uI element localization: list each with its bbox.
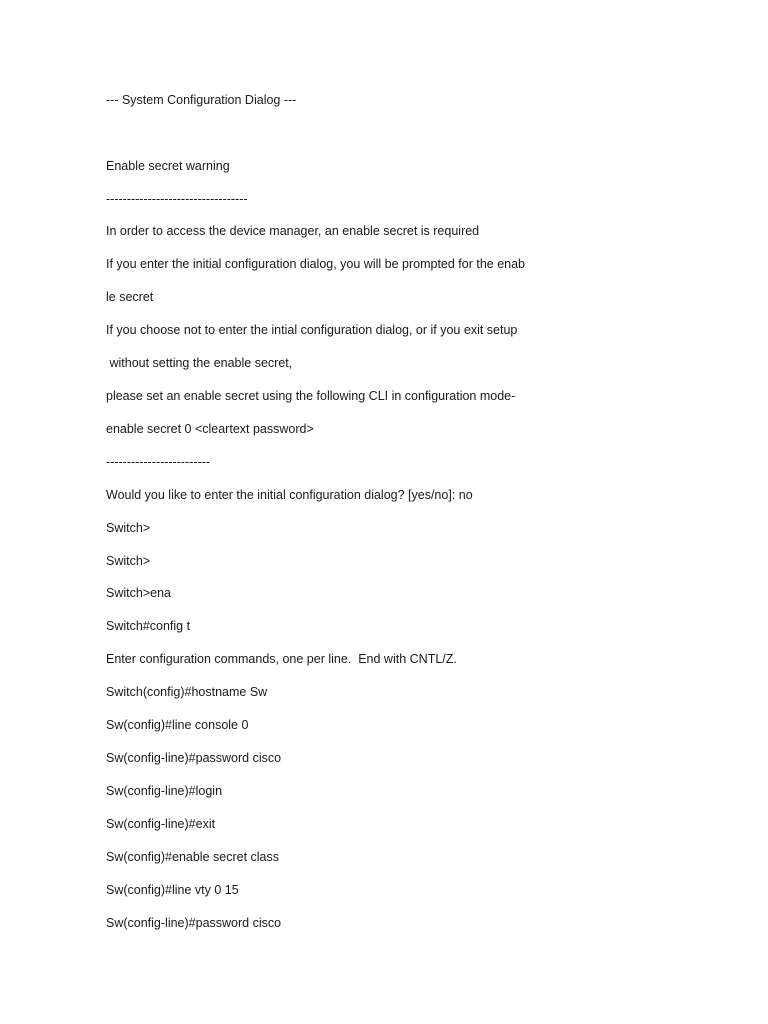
cli-line: Sw(config-line)#exit — [106, 817, 216, 831]
cli-line: Switch#config t — [106, 619, 191, 633]
cli-line: Sw(config)#line vty 0 15 — [106, 883, 239, 897]
cli-line: Sw(config)#line console 0 — [106, 718, 249, 732]
separator-line: ------------------------- — [106, 455, 211, 469]
text-line: Would you like to enter the initial configuration dialog? [yes/no]: no — [106, 488, 473, 502]
text-line: please set an enable secret using the following CLI in configuration mode- — [106, 389, 516, 403]
text-line: enable secret 0 <cleartext password> — [106, 422, 314, 436]
separator-line: ---------------------------------- — [106, 192, 248, 206]
cli-line: Sw(config-line)#login — [106, 784, 223, 798]
text-line: Enter configuration commands, one per line. End with CNTL/Z. — [106, 652, 457, 666]
text-line: le secret — [106, 290, 154, 304]
cli-line: Sw(config-line)#password cisco — [106, 751, 282, 765]
text-line: If you choose not to enter the intial configuration dialog, or if you exit setup — [106, 323, 518, 337]
cli-line: Switch> — [106, 521, 151, 535]
cli-line: Sw(config-line)#password cisco — [106, 916, 282, 930]
dialog-header-line: --- System Configuration Dialog --- — [106, 93, 297, 107]
cli-line: Sw(config)#enable secret class — [106, 850, 279, 864]
text-line: In order to access the device manager, an enable secret is required — [106, 224, 480, 238]
cli-line: Switch> — [106, 554, 151, 568]
warning-title-line: Enable secret warning — [106, 159, 230, 173]
cli-line: Switch>ena — [106, 586, 171, 600]
text-line: without setting the enable secret, — [106, 356, 293, 370]
cli-line: Switch(config)#hostname Sw — [106, 685, 268, 699]
text-line: If you enter the initial configuration dialog, you will be prompted for the enab — [106, 257, 526, 271]
